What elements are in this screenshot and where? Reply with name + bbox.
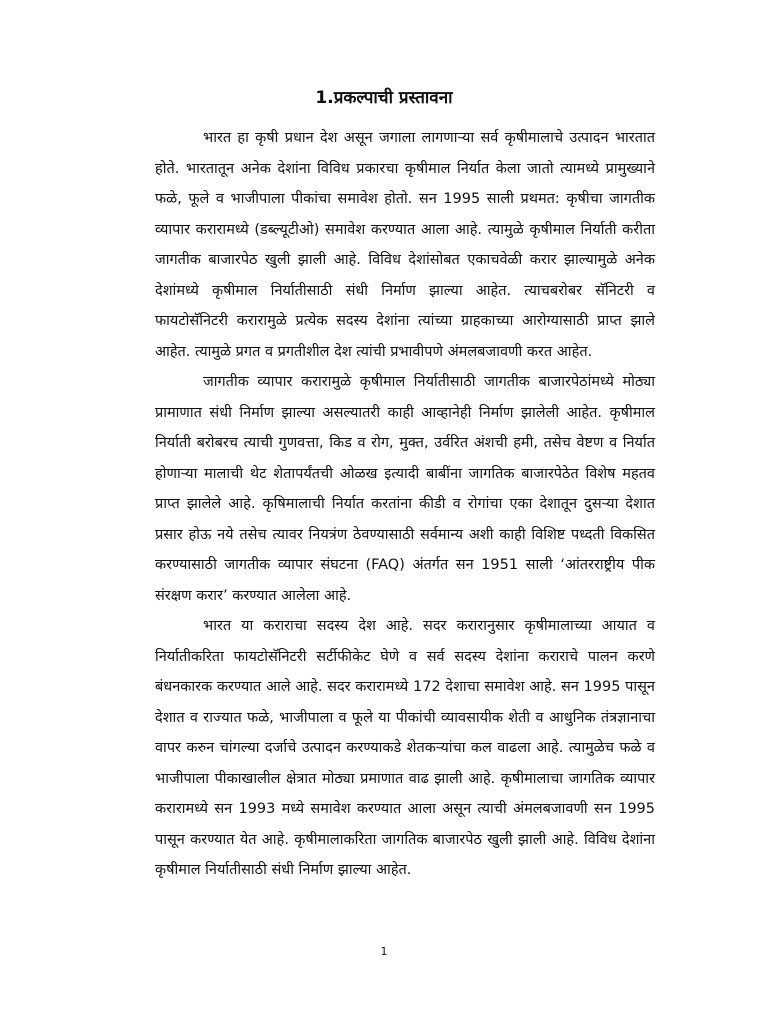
paragraph-1: भारत हा कृषी प्रधान देश असून जगाला लागणाऱ्या सर्व कृषीमालाचे उत्पादन भारतात होते. भारतातून अनेक देशांना विविध प्रकारचा कृषीमाल निर्यात केला जातो त्यामध्ये प्रामुख्याने फळे, फूले व भाजीपाला पीकांचा समावेश होतो. सन 1995 साली प्रथमत: कृषीचा जागतीक व्यापार करारामध्ये (डब्ल्यूटीओ) समावेश करण्यात आला आहे. त्यामुळे कृषीमाल निर्याती करीता जागतीक बाजारपेठ खुली झाली आहे. विविध देशांसोबत एकाचवेळी करार झाल्यामुळे अनेक देशांमध्ये कृषीमाल निर्यातीसाठी संधी निर्माण झाल्या आहेत. त्याचबरोबर सॅनिटरी व फायटोसॅनिटरी करारामुळे प्रत्येक सदस्य देशांना त्यांच्या ग्राहकाच्या आरोग्यासाठी प्राप्त झाले आहेत. त्यामुळे प्रगत व प्रगतीशील देश त्यांची प्रभावीपणे अंमलबजावणी करत आहेत. [155, 130, 655, 360]
paragraph-3: भारत या कराराचा सदस्य देश आहे. सदर करारानुसार कृषीमालाच्या आयात व निर्यातीकरिता फायटोसॅनिटरी सर्टीफीकेट घेणे व सर्व सदस्य देशांना कराराचे पालन करणे बंधनकारक करण्यात आले आहे. सदर करारामध्ये 172 देशाचा समावेश आहे. सन 1995 पासून देशात व राज्यात फळे, भाजीपाला व फूले या पीकांची व्यावसायीक शेती व आधुनिक तंत्रज्ञानाचा वापर करुन चांगल्या दर्जाचे उत्पादन करण्याकडे शेतकऱ्यांचा कल वाढला आहे. त्यामुळेच फळे व भाजीपाला पीकाखालील क्षेत्रात मोठ्या प्रमाणात वाढ झाली आहे. कृषीमालाचा जागतिक व्यापार करारामध्ये सन 1993 मध्ये समावेश करण्यात आला असून त्याची अंमलबजावणी सन 1995 पासून करण्यात येत आहे. कृषीमालाकरिता जागतिक बाजारपेठ खुली झाली आहे. विविध देशांना कृषीमाल निर्यातीसाठी संधी निर्माण झाल्या आहेत. [155, 618, 655, 878]
paragraph-2: जागतीक व्यापार करारामुळे कृषीमाल निर्यातीसाठी जागतीक बाजारपेठांमध्ये मोठ्या प्रामाणात संधी निर्माण झाल्या असल्यातरी काही आव्हानेही निर्माण झालेली आहेत. कृषीमाल निर्याती बरोबरच त्याची गुणवत्ता, किड व रोग, मुक्त, उर्वरित अंशची हमी, तसेच वेष्टण व निर्यात होणाऱ्या मालाची थेट शेतापर्यंतची ओळख इत्यादी बाबींना जागतिक बाजारपेठेत विशेष महतव प्राप्त झालेले आहे. कृषिमालाची निर्यात करतांना कीडी व रोगांचा एका देशातून दुसऱ्या देशात प्रसार होऊ नये तसेच त्यावर नियत्रंण ठेवण्यासाठी सर्वमान्य अशी काही विशिष्ट पध्दती विकसित करण्यासाठी जागतीक व्यापार संघटना (FAQ) अंतर्गत सन 1951 साली ‘आंतरराष्ट्रीय पीक संरक्षण करार’ करण्यात आलेला आहे. [155, 374, 655, 604]
page-title: 1.प्रकल्पाची प्रस्तावना [315, 88, 453, 108]
page-number: 1 [380, 945, 388, 958]
body-text [155, 123, 655, 886]
